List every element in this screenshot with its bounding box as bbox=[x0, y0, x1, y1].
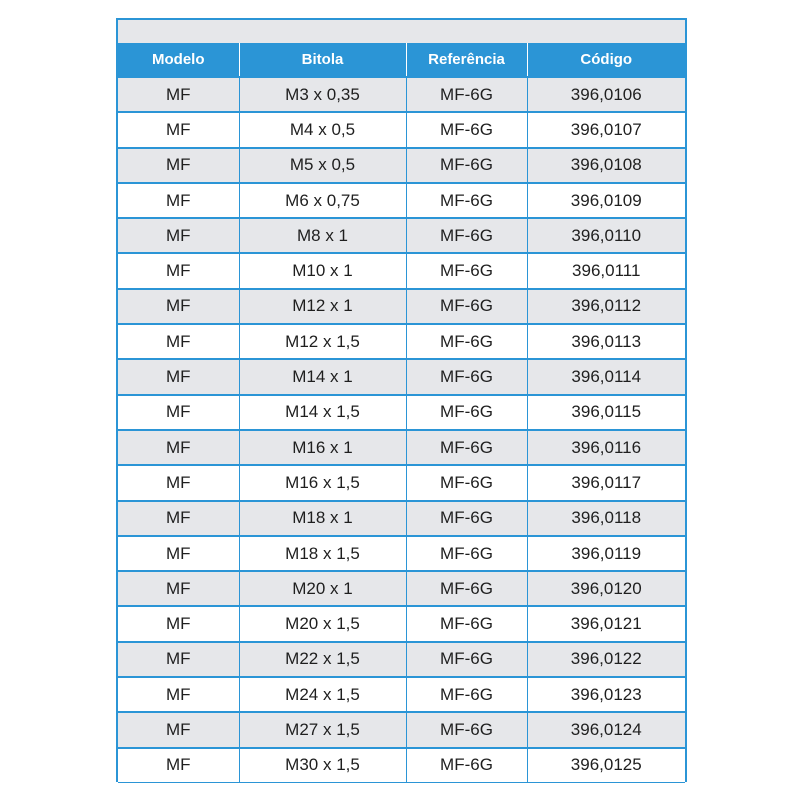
cell-bitola: M12 x 1,5 bbox=[239, 324, 406, 359]
cell-codigo: 396,0112 bbox=[527, 289, 685, 324]
cell-codigo: 396,0122 bbox=[527, 642, 685, 677]
cell-codigo: 396,0123 bbox=[527, 677, 685, 712]
table-row bbox=[118, 112, 685, 147]
cell-referencia: MF-6G bbox=[406, 148, 527, 183]
table-row bbox=[118, 677, 685, 712]
cell-codigo: 396,0121 bbox=[527, 606, 685, 641]
cell-modelo: MF bbox=[118, 324, 239, 359]
cell-referencia: MF-6G bbox=[406, 571, 527, 606]
cell-bitola: M14 x 1 bbox=[239, 359, 406, 394]
cell-codigo: 396,0110 bbox=[527, 218, 685, 253]
header-referencia: Referência bbox=[406, 43, 527, 77]
cell-referencia: MF-6G bbox=[406, 642, 527, 677]
table-row bbox=[118, 712, 685, 747]
table-row bbox=[118, 430, 685, 465]
header-codigo: Código bbox=[527, 43, 685, 77]
table-row bbox=[118, 218, 685, 253]
cell-referencia: MF-6G bbox=[406, 359, 527, 394]
cell-modelo: MF bbox=[118, 112, 239, 147]
cell-codigo: 396,0115 bbox=[527, 395, 685, 430]
cell-modelo: MF bbox=[118, 536, 239, 571]
table-row bbox=[118, 183, 685, 218]
cell-codigo: 396,0107 bbox=[527, 112, 685, 147]
cell-bitola: M8 x 1 bbox=[239, 218, 406, 253]
cell-modelo: MF bbox=[118, 501, 239, 536]
cell-codigo: 396,0125 bbox=[527, 748, 685, 783]
cell-referencia: MF-6G bbox=[406, 77, 527, 112]
cell-bitola: M20 x 1 bbox=[239, 571, 406, 606]
cell-referencia: MF-6G bbox=[406, 395, 527, 430]
cell-modelo: MF bbox=[118, 465, 239, 500]
header-modelo: Modelo bbox=[118, 43, 239, 77]
table-row bbox=[118, 289, 685, 324]
cell-bitola: M30 x 1,5 bbox=[239, 748, 406, 783]
table-row bbox=[118, 359, 685, 394]
cell-modelo: MF bbox=[118, 148, 239, 183]
cell-referencia: MF-6G bbox=[406, 324, 527, 359]
cell-modelo: MF bbox=[118, 677, 239, 712]
table-row bbox=[118, 395, 685, 430]
cell-codigo: 396,0113 bbox=[527, 324, 685, 359]
cell-modelo: MF bbox=[118, 606, 239, 641]
cell-referencia: MF-6G bbox=[406, 183, 527, 218]
table-row bbox=[118, 253, 685, 288]
cell-modelo: MF bbox=[118, 395, 239, 430]
cell-referencia: MF-6G bbox=[406, 501, 527, 536]
cell-bitola: M14 x 1,5 bbox=[239, 395, 406, 430]
cell-modelo: MF bbox=[118, 642, 239, 677]
cell-bitola: M10 x 1 bbox=[239, 253, 406, 288]
cell-referencia: MF-6G bbox=[406, 536, 527, 571]
cell-bitola: M22 x 1,5 bbox=[239, 642, 406, 677]
cell-modelo: MF bbox=[118, 253, 239, 288]
cell-codigo: 396,0108 bbox=[527, 148, 685, 183]
cell-bitola: M18 x 1 bbox=[239, 501, 406, 536]
header-row bbox=[118, 43, 685, 77]
cell-referencia: MF-6G bbox=[406, 677, 527, 712]
cell-codigo: 396,0118 bbox=[527, 501, 685, 536]
cell-bitola: M27 x 1,5 bbox=[239, 712, 406, 747]
cell-modelo: MF bbox=[118, 712, 239, 747]
cell-modelo: MF bbox=[118, 289, 239, 324]
table-row bbox=[118, 77, 685, 112]
cell-codigo: 396,0114 bbox=[527, 359, 685, 394]
spec-table bbox=[118, 43, 685, 783]
table-row bbox=[118, 536, 685, 571]
cell-bitola: M4 x 0,5 bbox=[239, 112, 406, 147]
cell-referencia: MF-6G bbox=[406, 712, 527, 747]
cell-modelo: MF bbox=[118, 77, 239, 112]
cell-codigo: 396,0124 bbox=[527, 712, 685, 747]
cell-referencia: MF-6G bbox=[406, 253, 527, 288]
table-row bbox=[118, 148, 685, 183]
cell-codigo: 396,0109 bbox=[527, 183, 685, 218]
header-bitola: Bitola bbox=[239, 43, 406, 77]
cell-referencia: MF-6G bbox=[406, 112, 527, 147]
cell-modelo: MF bbox=[118, 571, 239, 606]
cell-bitola: M6 x 0,75 bbox=[239, 183, 406, 218]
cell-codigo: 396,0117 bbox=[527, 465, 685, 500]
cell-referencia: MF-6G bbox=[406, 289, 527, 324]
table-top-band bbox=[118, 20, 685, 43]
cell-bitola: M5 x 0,5 bbox=[239, 148, 406, 183]
cell-bitola: M20 x 1,5 bbox=[239, 606, 406, 641]
cell-modelo: MF bbox=[118, 359, 239, 394]
cell-modelo: MF bbox=[118, 218, 239, 253]
cell-bitola: M3 x 0,35 bbox=[239, 77, 406, 112]
cell-modelo: MF bbox=[118, 183, 239, 218]
cell-referencia: MF-6G bbox=[406, 465, 527, 500]
table-body bbox=[118, 77, 685, 782]
cell-codigo: 396,0111 bbox=[527, 253, 685, 288]
cell-bitola: M18 x 1,5 bbox=[239, 536, 406, 571]
cell-referencia: MF-6G bbox=[406, 430, 527, 465]
table-row bbox=[118, 465, 685, 500]
cell-modelo: MF bbox=[118, 430, 239, 465]
cell-referencia: MF-6G bbox=[406, 218, 527, 253]
cell-bitola: M16 x 1 bbox=[239, 430, 406, 465]
cell-referencia: MF-6G bbox=[406, 606, 527, 641]
table-row bbox=[118, 501, 685, 536]
table-row bbox=[118, 748, 685, 783]
table-row bbox=[118, 571, 685, 606]
cell-referencia: MF-6G bbox=[406, 748, 527, 783]
cell-bitola: M24 x 1,5 bbox=[239, 677, 406, 712]
cell-modelo: MF bbox=[118, 748, 239, 783]
cell-codigo: 396,0116 bbox=[527, 430, 685, 465]
table-row bbox=[118, 642, 685, 677]
table-row bbox=[118, 324, 685, 359]
cell-bitola: M12 x 1 bbox=[239, 289, 406, 324]
cell-codigo: 396,0106 bbox=[527, 77, 685, 112]
cell-bitola: M16 x 1,5 bbox=[239, 465, 406, 500]
cell-codigo: 396,0120 bbox=[527, 571, 685, 606]
table-row bbox=[118, 606, 685, 641]
spec-table-frame bbox=[116, 18, 687, 782]
cell-codigo: 396,0119 bbox=[527, 536, 685, 571]
